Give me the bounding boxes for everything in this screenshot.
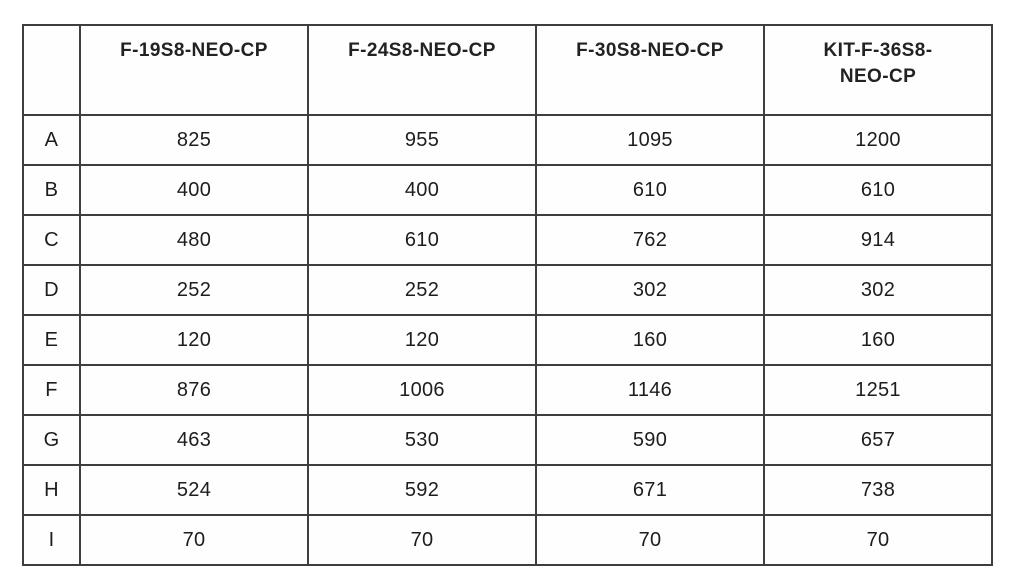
column-header-3	[536, 25, 764, 115]
cell-C-3: 762	[536, 215, 764, 265]
cell-D-3: 302	[536, 265, 764, 315]
row-label-C: C	[23, 215, 80, 265]
table-row-I	[23, 515, 992, 565]
cell-F-2: 1006	[308, 365, 536, 415]
cell-E-1: 120	[80, 315, 308, 365]
cell-F-3: 1146	[536, 365, 764, 415]
cell-G-1: 463	[80, 415, 308, 465]
cell-F-1: 876	[80, 365, 308, 415]
cell-B-2: 400	[308, 165, 536, 215]
cell-B-3: 610	[536, 165, 764, 215]
corner-cell	[23, 25, 80, 115]
cell-H-4: 738	[764, 465, 992, 515]
table-row-F	[23, 365, 992, 415]
row-label-B: B	[23, 165, 80, 215]
column-header-2	[308, 25, 536, 115]
cell-A-2: 955	[308, 115, 536, 165]
cell-H-1: 524	[80, 465, 308, 515]
cell-H-2: 592	[308, 465, 536, 515]
cell-I-4: 70	[764, 515, 992, 565]
cell-A-3: 1095	[536, 115, 764, 165]
row-label-D: D	[23, 265, 80, 315]
row-label-F: F	[23, 365, 80, 415]
cell-I-3: 70	[536, 515, 764, 565]
row-label-G: G	[23, 415, 80, 465]
cell-E-3: 160	[536, 315, 764, 365]
cell-C-1: 480	[80, 215, 308, 265]
column-header-2-label: F-24S8-NEO-CP	[348, 40, 496, 61]
cell-E-2: 120	[308, 315, 536, 365]
row-label-E: E	[23, 315, 80, 365]
table-row-D	[23, 265, 992, 315]
cell-D-4: 302	[764, 265, 992, 315]
table-row-E	[23, 315, 992, 365]
column-header-4-label: KIT-F-36S8-NEO-CP	[823, 40, 933, 87]
table-row-B	[23, 165, 992, 215]
cell-G-4: 657	[764, 415, 992, 465]
cell-E-4: 160	[764, 315, 992, 365]
cell-C-2: 610	[308, 215, 536, 265]
cell-B-4: 610	[764, 165, 992, 215]
cell-F-4: 1251	[764, 365, 992, 415]
row-label-H: H	[23, 465, 80, 515]
row-label-I: I	[23, 515, 80, 565]
table-row-C	[23, 215, 992, 265]
column-header-1	[80, 25, 308, 115]
cell-C-4: 914	[764, 215, 992, 265]
cell-H-3: 671	[536, 465, 764, 515]
cell-I-1: 70	[80, 515, 308, 565]
cell-D-1: 252	[80, 265, 308, 315]
cell-G-2: 530	[308, 415, 536, 465]
cell-G-3: 590	[536, 415, 764, 465]
cell-D-2: 252	[308, 265, 536, 315]
cell-A-4: 1200	[764, 115, 992, 165]
cell-B-1: 400	[80, 165, 308, 215]
table-row-G	[23, 415, 992, 465]
table-header-row	[23, 25, 992, 115]
cell-A-1: 825	[80, 115, 308, 165]
row-label-A: A	[23, 115, 80, 165]
table-row-A	[23, 115, 992, 165]
table-row-H	[23, 465, 992, 515]
spec-table	[22, 24, 993, 566]
column-header-4	[764, 25, 992, 115]
column-header-1-label: F-19S8-NEO-CP	[120, 40, 268, 61]
column-header-3-label: F-30S8-NEO-CP	[576, 40, 724, 61]
cell-I-2: 70	[308, 515, 536, 565]
